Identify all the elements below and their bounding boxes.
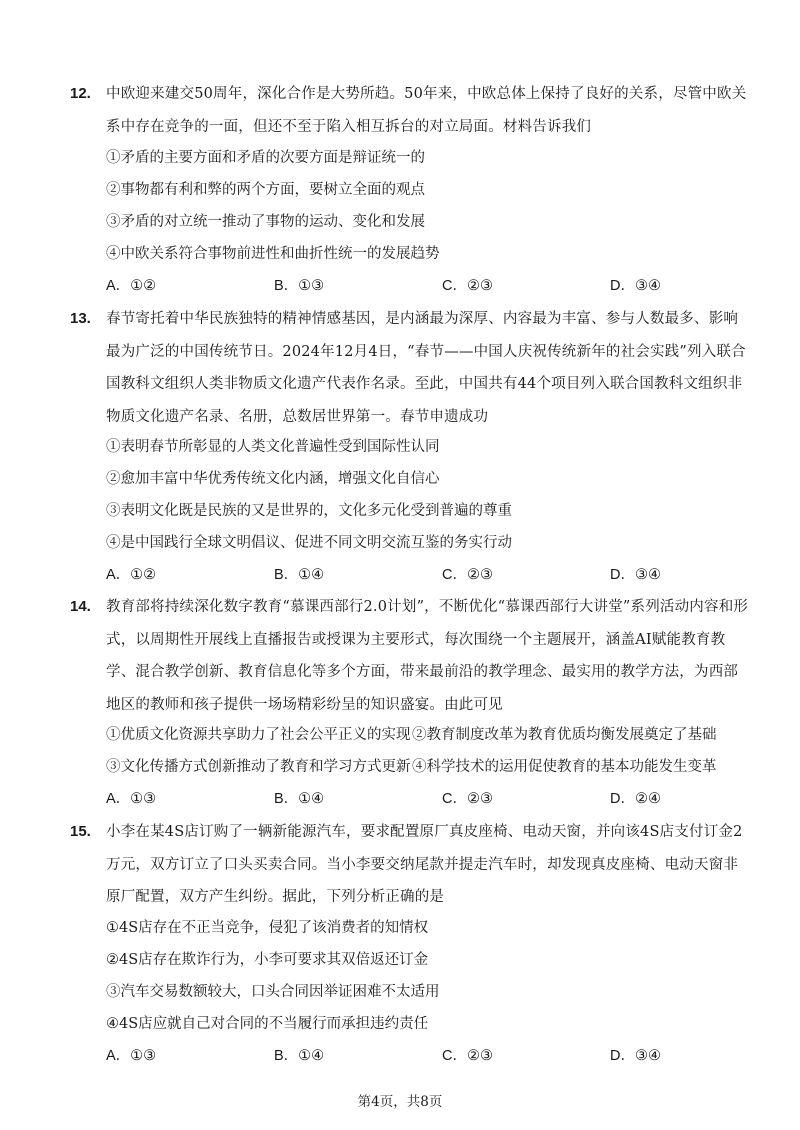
- question-number: 13.: [70, 310, 91, 327]
- question-number: 12.: [70, 85, 91, 102]
- choice-d[interactable]: D．③④: [610, 567, 661, 583]
- question-number: 14.: [70, 598, 91, 615]
- option-1: ①表明春节所彰显的人类文化普遍性受到国际性认同: [106, 439, 440, 455]
- choice-d[interactable]: D．③④: [610, 1048, 661, 1064]
- choice-b[interactable]: B．①④: [274, 791, 325, 807]
- question-stem: 小李在某4S店订购了一辆新能源汽车，要求配置原厂真皮座椅、电动天窗，并向该4S店支付订金2万元，双方订立了口头买卖合同。当小李要交纳尾款并提走汽车时，却发现真皮座椅、电动天窗非原厂配置，双方产生纠纷。据此，下列分析正确的是: [106, 824, 743, 906]
- choice-a[interactable]: A．①③: [106, 1048, 157, 1064]
- option-1: ①矛盾的主要方面和矛盾的次要方面是辩证统一的: [106, 150, 425, 166]
- option-3: ③文化传播方式创新推动了教育和学习方式更新: [106, 759, 411, 775]
- option-4: ④4S店应就自己对合同的不当履行而承担违约责任: [106, 1016, 429, 1032]
- answer-choices: [0, 565, 800, 585]
- answer-choices: [0, 276, 800, 296]
- choice-b[interactable]: B．①④: [274, 567, 325, 583]
- answer-choices: [0, 789, 800, 809]
- choice-b[interactable]: B．①④: [274, 1048, 325, 1064]
- option-3: ③汽车交易数额较大，口头合同因举证困难不太适用: [106, 984, 440, 1000]
- question-number: 15.: [70, 823, 91, 840]
- question-stem: 春节寄托着中华民族独特的精神情感基因，是内涵最为深厚、内容最为丰富、参与人数最多、影响最为广泛的中国传统节日。2024年12月4日，“春节——中国人庆祝传统新年的社会实践”列入联合国教科文组织人类非物质文化遗产代表作名录。至此，中国共有44个项目列入联合国教科文组织非物质文化遗产名录、名册，总数居世界第一。春节申遗成功: [106, 311, 746, 425]
- choice-b[interactable]: B．①③: [274, 278, 325, 294]
- option-2: ②4S店存在欺诈行为，小李可要求其双倍返还订金: [106, 952, 429, 968]
- option-4: ④中欧关系符合事物前进性和曲折性统一的发展趋势: [106, 246, 440, 262]
- option-3: ③矛盾的对立统一推动了事物的运动、变化和发展: [106, 214, 425, 230]
- choice-c[interactable]: C．②③: [442, 1048, 493, 1064]
- choice-a[interactable]: A．①②: [106, 567, 157, 583]
- answer-choices: [0, 1046, 800, 1066]
- option-2: ②教育制度改革为教育优质均衡发展奠定了基础: [412, 727, 717, 743]
- choice-d[interactable]: D．②④: [610, 791, 661, 807]
- choice-a[interactable]: A．①③: [106, 791, 157, 807]
- option-2: ②事物都有利和弊的两个方面，要树立全面的观点: [106, 182, 425, 198]
- choice-d[interactable]: D．③④: [610, 278, 661, 294]
- question-stem: 中欧迎来建交50周年，深化合作是大势所趋。50年来，中欧总体上保持了良好的关系，尽管中欧关系中存在竞争的一面，但还不至于陷入相互拆台的对立局面。材料告诉我们: [106, 86, 747, 135]
- question-stem: 教育部将持续深化数字教育“慕课西部行2.0计划”，不断优化“慕课西部行大讲堂”系列活动内容和形式，以周期性开展线上直播报告或授课为主要形式，每次围绕一个主题展开，涵盖AI赋能教育教学、混合教学创新、教育信息化等多个方面，带来最前沿的教学理念、最实用的教学方法，为西部地区的教师和孩子提供一场场精彩纷呈的知识盛宴。由此可见: [106, 599, 749, 713]
- option-3: ③表明文化既是民族的又是世界的，文化多元化受到普遍的尊重: [106, 503, 512, 519]
- option-1: ①优质文化资源共享助力了社会公平正义的实现: [106, 727, 411, 743]
- choice-a[interactable]: A．①②: [106, 278, 157, 294]
- choice-c[interactable]: C．②③: [442, 278, 493, 294]
- option-2: ②愈加丰富中华优秀传统文化内涵，增强文化自信心: [106, 471, 440, 487]
- option-4: ④是中国践行全球文明倡议、促进不同文明交流互鉴的务实行动: [106, 535, 512, 551]
- choice-c[interactable]: C．②③: [442, 791, 493, 807]
- option-1: ①4S店存在不正当竞争，侵犯了该消费者的知情权: [106, 920, 429, 936]
- choice-c[interactable]: C．②③: [442, 567, 493, 583]
- page-number-footer: 第4页，共8页: [357, 1094, 443, 1110]
- option-4: ④科学技术的运用促使教育的基本功能发生变革: [412, 759, 717, 775]
